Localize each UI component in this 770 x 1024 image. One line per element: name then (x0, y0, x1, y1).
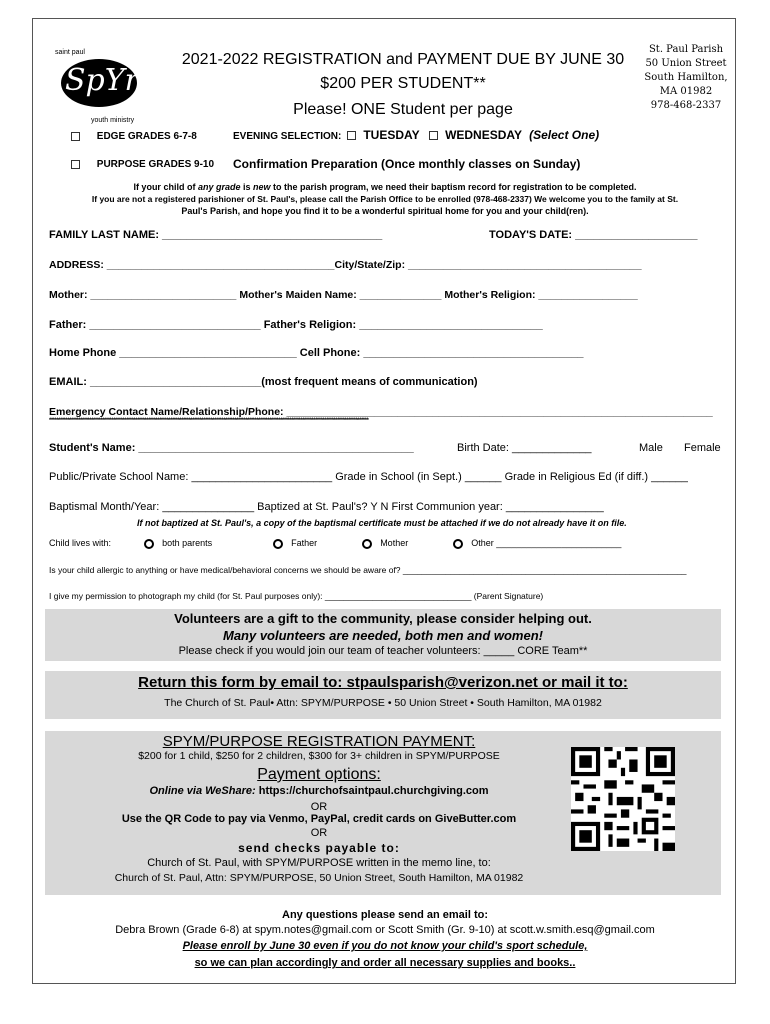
other-radio[interactable] (453, 539, 463, 549)
header-line2: $200 PER STUDENT** (320, 75, 486, 92)
contact-line1: Any questions please send an email to: (282, 909, 488, 921)
parish-phone: 978-468-2337 (650, 100, 722, 111)
volunteer-line2: Many volunteers are needed, both men and women! (222, 628, 543, 643)
school-field[interactable]: Public/Private School Name: _______________________ Grade in School (in Sept.) ______ Grade in Religious Ed (if diff.) ______ (49, 471, 688, 483)
address-field[interactable]: ADDRESS: _______________________________________City/State/Zip: ________________________________________ (49, 259, 642, 271)
volunteer-line3[interactable]: Please check if you would join our team of teacher volunteers: _____ CORE Team** (178, 645, 588, 657)
lives-with-row (49, 538, 621, 549)
return-box (45, 671, 721, 719)
allergy-field[interactable]: Is your child allergic to anything or have medical/behavioral concerns we should be aware of? ____________________________________________________________ (49, 565, 687, 575)
payment-online (45, 785, 593, 797)
logo-top-text: saint paul (55, 49, 85, 56)
online-url-link[interactable]: https://churchofsaintpaul.churchgiving.com (258, 785, 489, 797)
evening-selection-label: EVENING SELECTION: (233, 131, 342, 142)
edge-option[interactable] (71, 131, 197, 142)
contact-line3: Please enroll by June 30 even if you do not know your child's sport schedule, (182, 940, 588, 952)
parish-address (637, 43, 735, 113)
payment-checks-line1: Church of St. Paul, with SPYM/PURPOSE written in the memo line, to: (147, 857, 491, 869)
purpose-option[interactable] (71, 159, 214, 170)
contact-line4: so we can plan accordingly and order all necessary supplies and books.. (194, 957, 576, 969)
volunteer-box (45, 609, 721, 661)
notice-text-e: to the parish program, we need their baptism record for registration to be completed. (270, 182, 637, 192)
phone-field[interactable]: Home Phone _____________________________ Cell Phone: ____________________________________ (49, 347, 584, 359)
tuesday-label: TUESDAY (363, 128, 420, 142)
return-line1: Return this form by email to: stpaulsparish@verizon.net or mail it to: (138, 674, 628, 691)
other-option-label[interactable]: Other _________________________ (471, 538, 622, 548)
confirmation-label: Confirmation Preparation (Once monthly classes on Sunday) (233, 157, 581, 171)
male-option[interactable]: Male (639, 442, 663, 454)
payment-checks-line2: Church of St. Paul, Attn: SPYM/PURPOSE, 50 Union Street, South Hamilton, MA 01982 (114, 872, 524, 884)
payment-checks: send checks payable to: (238, 841, 400, 855)
logo-bottom-text: youth ministry (91, 117, 135, 124)
payment-or1: OR (310, 801, 328, 813)
registration-form (32, 18, 736, 984)
notice-text-c: is (240, 182, 253, 192)
payment-prices: $200 for 1 child, $250 for 2 children, $300 for 3+ children in SPYM/PURPOSE (138, 750, 500, 762)
online-label: Online via WeShare: (149, 785, 256, 797)
header-line1: 2021-2022 REGISTRATION and PAYMENT DUE BY JUNE 30 (181, 51, 625, 68)
both-parents-label: both parents (162, 538, 213, 548)
logo-main-text: SpYm (65, 63, 154, 98)
mother-field[interactable]: Mother: _________________________ Mother's Maiden Name: ______________ Mother's Religion: _________________ (49, 289, 638, 301)
mother-radio[interactable] (362, 539, 372, 549)
mother-option-label: Mother (380, 538, 409, 548)
todays-date-field[interactable]: TODAY'S DATE: ____________________ (489, 229, 698, 241)
father-option-label: Father (291, 538, 318, 548)
parish-street: 50 Union Street (645, 58, 727, 69)
father-radio[interactable] (273, 539, 283, 549)
payment-title: SPYM/PURPOSE REGISTRATION PAYMENT: (162, 733, 476, 750)
email-field[interactable]: EMAIL: ____________________________(most frequent means of communication) (49, 376, 478, 388)
father-field[interactable]: Father: ____________________________ Father's Religion: ______________________________ (49, 319, 543, 331)
emergency-contact-field[interactable]: Emergency Contact Name/Relationship/Phone: _________________________________________________________________________ (49, 406, 713, 418)
wednesday-checkbox[interactable] (429, 131, 438, 140)
contact-line2: Debra Brown (Grade 6-8) at spym.notes@gmail.com or Scott Smith (Gr. 9-10) at scott.w.smith.esq@gmail.com (115, 924, 655, 936)
edge-checkbox[interactable] (71, 132, 80, 141)
edge-label: EDGE GRADES 6-7-8 (96, 131, 197, 142)
payment-options-title: Payment options: (257, 766, 381, 783)
parish-name: St. Paul Parish (648, 44, 724, 55)
student-name-field[interactable]: Student's Name: _____________________________________________ (49, 442, 414, 454)
separator-stars: ****************************************************************************************************************************************************************************** (49, 418, 369, 424)
notice-text-b: any grade (197, 182, 241, 192)
select-one-note: (Select One) (529, 128, 600, 142)
lives-with-label: Child lives with: (49, 538, 112, 548)
notice-line1 (33, 182, 737, 192)
parish-state: MA 01982 (659, 86, 713, 97)
return-line2: The Church of St. Paul• Attn: SPYM/PURPOSE • 50 Union Street • South Hamilton, MA 01982 (164, 697, 602, 709)
tuesday-checkbox[interactable] (347, 131, 356, 140)
payment-or2: OR (310, 827, 328, 839)
notice-line2: If you are not a registered parishioner of St. Paul's, please call the Parish Office to be enrolled (978-468-2337) We welcome you to the family at St. (91, 194, 679, 204)
both-parents-radio[interactable] (144, 539, 154, 549)
parish-city: South Hamilton, (644, 72, 728, 83)
payment-qr-code[interactable] (571, 747, 675, 851)
volunteer-line1: Volunteers are a gift to the community, please consider helping out. (174, 611, 592, 626)
notice-text-d: new (252, 182, 271, 192)
notice-line3: Paul's Parish, and hope you find it to be a wonderful spiritual home for you and your child(ren). (181, 206, 589, 216)
baptism-note: If not baptized at St. Paul's, a copy of the baptismal certificate must be attached if we do not already have it on file. (137, 518, 627, 528)
purpose-checkbox[interactable] (71, 160, 80, 169)
header-line3: Please! ONE Student per page (293, 101, 513, 118)
evening-options (347, 128, 599, 142)
wednesday-label: WEDNESDAY (445, 128, 522, 142)
photo-permission-field[interactable]: I give my permission to photograph my child (for St. Paul purposes only): _______________________________ (Parent Signature) (49, 591, 544, 601)
purpose-label: PURPOSE GRADES 9-10 (96, 159, 215, 170)
baptismal-field[interactable]: Baptismal Month/Year: _______________ Baptized at St. Paul's? Y N First Communion year: ________________ (49, 501, 604, 513)
family-last-name-field[interactable]: FAMILY LAST NAME: ____________________________________ (49, 229, 383, 241)
payment-qr-line: Use the QR Code to pay via Venmo, PayPal, credit cards on GiveButter.com (121, 813, 517, 825)
notice-text-a: If your child of (133, 182, 198, 192)
birth-date-field[interactable]: Birth Date: _____________ (457, 442, 592, 454)
female-option[interactable]: Female (684, 442, 721, 454)
